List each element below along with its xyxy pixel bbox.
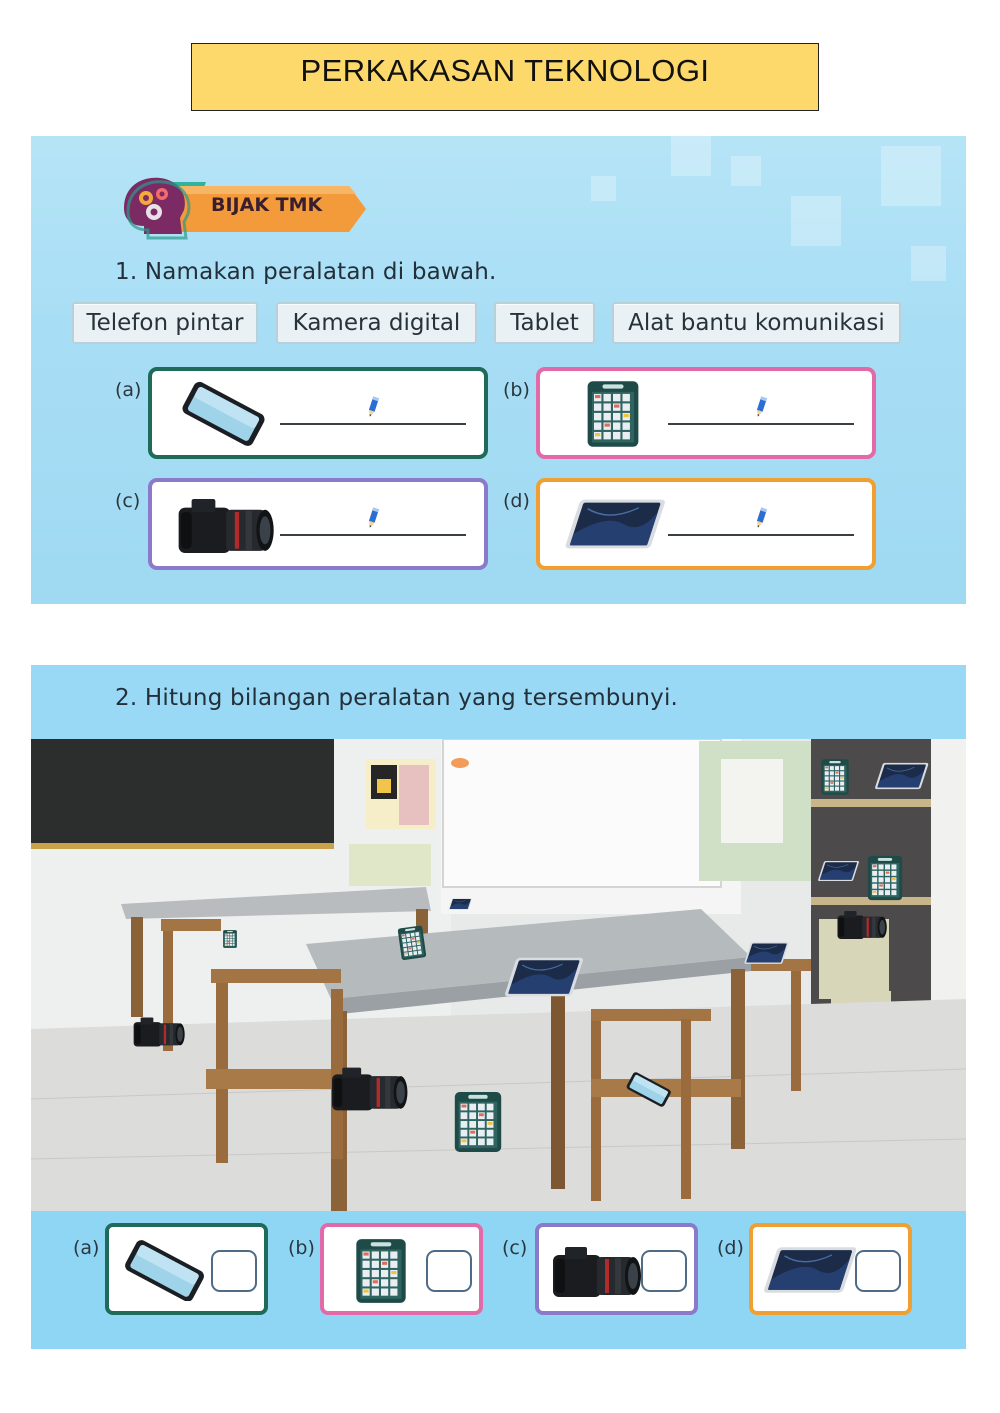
smartphone-icon: [115, 1239, 215, 1301]
item-label-d: (d): [503, 490, 530, 512]
badge-label: BIJAK TMK: [211, 194, 323, 216]
head-gears-icon: [124, 178, 189, 238]
item-label-b: (b): [503, 379, 530, 401]
communication-aid-icon: [580, 377, 646, 451]
item-label-a: (a): [115, 379, 142, 401]
decor-square: [591, 176, 616, 201]
word-chip-label: Tablet: [510, 310, 579, 336]
decor-square: [671, 136, 711, 176]
digital-camera-icon: [170, 488, 278, 564]
digital-camera-icon: [543, 1237, 647, 1307]
count-label-c: (c): [502, 1237, 528, 1259]
pencil-icon: [754, 506, 768, 530]
pencil-icon: [366, 506, 380, 530]
worksheet-title-box: [191, 43, 819, 111]
word-chip-tablet[interactable]: [494, 302, 595, 344]
pencil-icon: [754, 395, 768, 419]
word-chip-label: Alat bantu komunikasi: [628, 310, 885, 336]
tablet-icon: [558, 492, 670, 556]
word-chip-label: Kamera digital: [292, 310, 461, 336]
count-box-b: [320, 1223, 483, 1315]
count-label-a: (a): [73, 1237, 100, 1259]
decor-square: [731, 156, 761, 186]
communication-aid-icon: [350, 1235, 412, 1307]
answer-line-d[interactable]: [668, 534, 854, 536]
worksheet-title: PERKAKASAN TEKNOLOGI: [300, 53, 710, 88]
answer-line-b[interactable]: [668, 423, 854, 425]
section-2-panel: [31, 665, 966, 1349]
decor-square: [881, 146, 941, 206]
word-chip-alat-bantu-komunikasi[interactable]: [612, 302, 901, 344]
count-input-b[interactable]: [426, 1250, 472, 1292]
answer-box-b: [536, 367, 876, 459]
answer-line-a[interactable]: [280, 423, 466, 425]
answer-box-a: [148, 367, 488, 459]
count-input-c[interactable]: [641, 1250, 687, 1292]
classroom-photo: [31, 739, 966, 1211]
word-chip-kamera-digital[interactable]: [276, 302, 477, 344]
count-input-d[interactable]: [855, 1250, 901, 1292]
word-chip-telefon-pintar[interactable]: [72, 302, 258, 344]
count-input-a[interactable]: [211, 1250, 257, 1292]
decor-square: [791, 196, 841, 246]
tablet-icon: [757, 1239, 861, 1301]
question-1-text: 1. Namakan peralatan di bawah.: [115, 259, 497, 285]
pencil-icon: [366, 395, 380, 419]
answer-box-d: [536, 478, 876, 570]
section-1-panel: [31, 136, 966, 604]
question-2-text: 2. Hitung bilangan peralatan yang tersembunyi.: [115, 685, 679, 711]
smartphone-icon: [172, 379, 276, 447]
count-box-c: [535, 1223, 698, 1315]
count-box-a: [105, 1223, 268, 1315]
word-chip-label: Telefon pintar: [86, 310, 244, 336]
count-box-d: [749, 1223, 912, 1315]
answer-line-c[interactable]: [280, 534, 466, 536]
count-label-b: (b): [288, 1237, 315, 1259]
answer-box-c: [148, 478, 488, 570]
count-label-d: (d): [717, 1237, 744, 1259]
decor-square: [911, 246, 946, 281]
item-label-c: (c): [115, 490, 141, 512]
